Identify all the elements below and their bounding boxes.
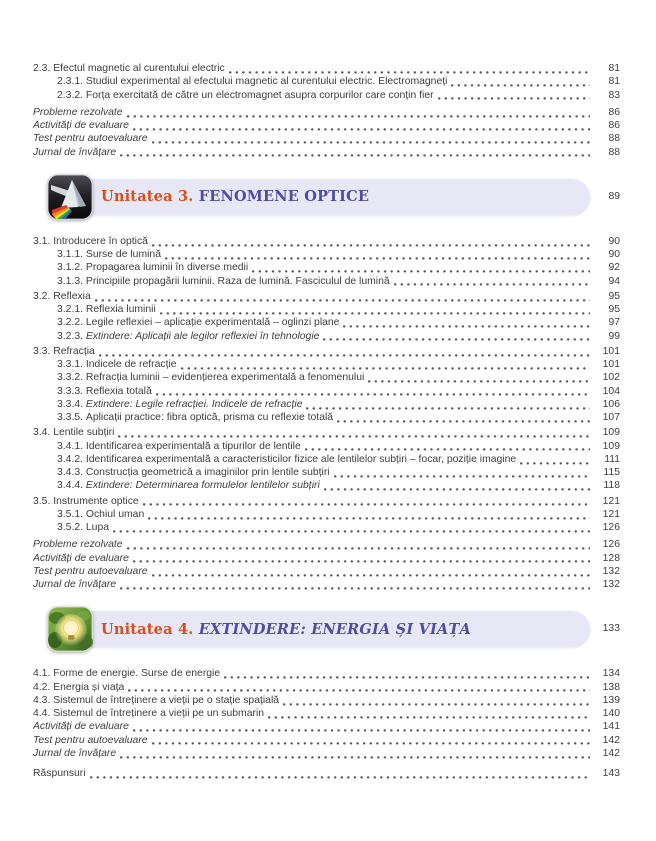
entry-page-number: 104 [602, 385, 620, 397]
entry-title: Test pentru autoevaluare [33, 565, 148, 577]
dotted-leader [152, 736, 590, 745]
unit-icon-slot [47, 174, 93, 220]
toc-entry [33, 565, 620, 578]
entry-page-number: 132 [602, 579, 620, 590]
entry-number: 2.3. [33, 63, 54, 74]
entry-page-number: 102 [602, 372, 620, 384]
entry-page-number: 106 [602, 398, 620, 410]
entry-number: 3.3.1. [57, 359, 86, 370]
toc-entry [33, 261, 620, 274]
entry-number: 3.5.1. [57, 508, 86, 520]
toc-entry [33, 303, 620, 316]
entry-number: 2.3.2. [57, 89, 86, 101]
entry-title: Indicele de refracție [85, 359, 177, 370]
dotted-leader [283, 697, 590, 706]
toc-entry [33, 440, 620, 453]
dotted-leader [451, 78, 590, 87]
toc-entry [33, 316, 620, 329]
dotted-leader [95, 293, 590, 302]
toc-entry [33, 521, 620, 534]
dotted-leader [143, 497, 590, 506]
plant-lightbulb-icon [47, 606, 93, 652]
entry-page-number: 118 [603, 480, 620, 492]
dotted-leader [324, 482, 590, 491]
entry-title: Jurnal de învățare [33, 579, 117, 590]
dotted-leader [133, 723, 590, 732]
toc-entry [33, 275, 620, 288]
unit-title [101, 179, 369, 215]
unit-header [33, 606, 620, 652]
entry-number: 3.5. [33, 495, 54, 507]
toc-entry [33, 358, 620, 371]
entry-page-number: 121 [602, 508, 620, 520]
entry-number: 4.1. [33, 668, 54, 680]
entry-number: 3.3. [33, 345, 54, 357]
entry-title: Instrumente optice [53, 495, 139, 507]
dotted-leader [252, 264, 590, 273]
entry-number: 3.1.1. [57, 249, 86, 260]
entry-title: Lentile subțiri [53, 427, 115, 439]
entry-title: Propagarea luminii în diverse medii [85, 262, 249, 274]
dotted-leader [337, 414, 590, 423]
entry-title: Refracția luminii – evidențierea experimentală a fenomenului [85, 372, 365, 384]
toc-entry [33, 681, 620, 694]
toc-entry [33, 248, 620, 261]
entry-page-number: 138 [602, 681, 620, 693]
entry-title: Studiul experimental al efectului magnetic al curentului electric. Electromagneți [85, 76, 448, 88]
dotted-leader [181, 361, 590, 370]
dotted-leader [334, 469, 590, 478]
dotted-leader [156, 387, 590, 396]
unit-label: Unitatea 4. [101, 620, 199, 638]
entry-title: Aplicații practice: fibra optică, prisma cu reflexie totală [85, 412, 334, 423]
entry-number: 3.4.2. [57, 453, 86, 465]
entry-number: 3.4.1. [57, 440, 86, 452]
toc-entry [33, 330, 620, 343]
entry-title: Reflexia luminii [85, 304, 156, 315]
toc-entry [33, 667, 620, 680]
entry-number: 3.3.4. [57, 398, 86, 410]
entry-title: Efectul magnetic al curentului electric [53, 63, 225, 74]
toc-entry [33, 466, 620, 479]
entry-title: Test pentru autoevaluare [33, 734, 148, 746]
entry-title: Construcția geometrică a imaginilor prin lentile subțiri [85, 467, 330, 478]
dotted-leader [120, 750, 590, 759]
dotted-leader [306, 401, 590, 410]
dotted-leader [152, 238, 590, 247]
dotted-leader [224, 670, 590, 679]
entry-page-number: 94 [608, 275, 620, 287]
entry-page-number: 141 [602, 721, 620, 733]
entry-page-number: 142 [602, 734, 620, 746]
unit-page-number: 89 [608, 190, 620, 202]
entry-page-number: 81 [608, 63, 620, 74]
unit-label: Unitatea 3. [101, 188, 199, 206]
entry-page-number: 86 [608, 120, 620, 131]
unit-header [33, 174, 620, 220]
dotted-leader [394, 277, 590, 286]
dotted-leader [160, 306, 590, 315]
entry-number: 3.4. [33, 427, 54, 439]
toc-entry [33, 235, 620, 248]
entry-title: Extindere: Determinarea formulelor lentilelor subțiri [85, 480, 320, 492]
entry-page-number: 132 [602, 565, 620, 577]
entry-number: 3.1. [33, 235, 54, 247]
entry-page-number: 86 [608, 106, 620, 118]
dotted-leader [343, 319, 590, 328]
entry-title: Test pentru autoevaluare [33, 133, 148, 145]
dotted-leader [152, 568, 590, 577]
entry-page-number: 109 [602, 427, 620, 439]
entry-title: Răspunsuri [33, 768, 86, 779]
entry-page-number: 101 [602, 359, 620, 370]
entry-page-number: 88 [608, 146, 620, 158]
dotted-leader [133, 122, 590, 131]
toc-entry [33, 508, 620, 521]
toc-entry [33, 385, 620, 398]
toc-entry [33, 62, 620, 75]
toc-entry [33, 345, 620, 358]
toc-entry [33, 371, 620, 384]
entry-page-number: 139 [602, 694, 620, 706]
entry-title: Refracția [53, 345, 95, 357]
dotted-leader [120, 581, 590, 590]
toc-entry [33, 767, 620, 780]
entry-page-number: 95 [608, 304, 620, 315]
entry-number: 3.4.3. [57, 467, 86, 478]
entry-page-number: 97 [608, 317, 620, 329]
dotted-leader [148, 511, 590, 520]
entry-title: Ochiul uman [85, 508, 145, 520]
entry-title: Activități de evaluare [33, 552, 129, 564]
dotted-leader [133, 554, 590, 563]
dotted-leader [305, 442, 590, 451]
entry-number: 2.3.1. [57, 76, 86, 88]
dotted-leader [99, 348, 590, 357]
toc-entry [33, 747, 620, 760]
entry-title: Surse de lumină [85, 249, 161, 260]
entry-title: Jurnal de învățare [33, 146, 117, 158]
entry-page-number: 107 [602, 412, 620, 423]
toc-entry [33, 75, 620, 88]
entry-number: 3.2.1. [57, 304, 86, 315]
entry-number: 3.1.2. [57, 262, 86, 274]
entry-page-number: 126 [602, 539, 620, 551]
toc-entry [33, 720, 620, 733]
entry-title: Legile reflexiei – aplicație experimentală – oglinzi plane [85, 317, 340, 329]
toc-entry [33, 119, 620, 132]
entry-number: 3.2.2. [57, 317, 86, 329]
entry-title: Energia și viața [53, 681, 125, 693]
dotted-leader [127, 109, 590, 118]
entry-title: Forța exercitată de către un electromagnet asupra corpurilor care conțin fier [85, 89, 434, 101]
toc-entry [33, 479, 620, 492]
entry-page-number: 111 [604, 453, 620, 465]
entry-page-number: 95 [608, 290, 620, 302]
unit-icon-slot [47, 606, 93, 652]
dotted-leader [323, 332, 590, 341]
entry-page-number: 143 [602, 768, 620, 779]
entry-page-number: 121 [602, 495, 620, 507]
entry-title: Sistemul de întreținere a vieții pe un submarin [53, 708, 265, 719]
toc-entry [33, 578, 620, 591]
entry-title: Activități de evaluare [33, 120, 129, 131]
entry-title: Reflexia totală [85, 385, 152, 397]
unit-title [101, 611, 471, 647]
entry-number: 3.3.3. [57, 385, 86, 397]
toc-entry [33, 426, 620, 439]
entry-number: 3.5.2. [57, 522, 86, 533]
entry-title: Probleme rezolvate [33, 106, 123, 118]
toc-list [33, 62, 620, 780]
prism-rainbow-icon [47, 174, 93, 220]
entry-title: Introducere în optică [53, 235, 148, 247]
toc-entry [33, 495, 620, 508]
entry-title: Activități de evaluare [33, 721, 129, 733]
toc-entry [33, 411, 620, 424]
dotted-leader [120, 148, 590, 157]
entry-title: Principiile propagării luminii. Raza de lumină. Fasciculul de lumină [85, 275, 390, 287]
entry-number: 4.4. [33, 708, 54, 719]
toc-entry [33, 106, 620, 119]
entry-page-number: 134 [602, 668, 620, 680]
entry-page-number: 109 [602, 440, 620, 452]
toc-entry [33, 552, 620, 565]
entry-title: Reflexia [53, 290, 91, 302]
dotted-leader [127, 541, 590, 550]
entry-page-number: 83 [608, 89, 620, 101]
toc-entry [33, 538, 620, 551]
entry-page-number: 90 [608, 235, 620, 247]
toc-entry [33, 398, 620, 411]
entry-title: Extindere: Aplicații ale legilor reflexiei în tehnologie [85, 330, 320, 342]
entry-page-number: 115 [603, 467, 620, 478]
dotted-leader [229, 65, 590, 74]
unit-name: EXTINDERE: ENERGIA ȘI VIAȚA [198, 620, 471, 638]
dotted-leader [368, 374, 590, 383]
entry-number: 3.3.2. [57, 372, 86, 384]
dotted-leader [165, 251, 590, 260]
dotted-leader [90, 770, 590, 779]
dotted-leader [113, 524, 590, 533]
entry-number: 3.3.5. [57, 412, 86, 423]
entry-title: Lupa [85, 522, 110, 533]
entry-title: Probleme rezolvate [33, 539, 123, 551]
dotted-leader [438, 91, 590, 100]
entry-page-number: 81 [608, 76, 620, 88]
dotted-leader [520, 456, 590, 465]
dotted-leader [152, 135, 590, 144]
entry-page-number: 140 [602, 708, 620, 719]
entry-number: 3.4.4. [57, 480, 86, 492]
entry-title: Jurnal de învățare [33, 747, 117, 759]
toc-entry [33, 707, 620, 720]
toc-entry [33, 694, 620, 707]
entry-title: Identificarea experimentală a tipurilor de lentile [85, 440, 301, 452]
entry-title: Extindere: Legile refracției. Indicele de refracție [85, 398, 303, 410]
toc-entry [33, 89, 620, 102]
entry-title: Sistemul de întreținere a vieții pe o stație spațială [53, 694, 280, 706]
entry-title: Identificarea experimentală a caracteristicilor fizice ale lentilelor subțiri – focar, poziție imagine [85, 453, 517, 465]
entry-page-number: 142 [602, 747, 620, 759]
dotted-leader [128, 683, 590, 692]
entry-page-number: 92 [608, 262, 620, 274]
dotted-leader [268, 710, 590, 719]
entry-number: 4.2. [33, 681, 54, 693]
entry-page-number: 128 [602, 552, 620, 564]
entry-title: Forme de energie. Surse de energie [53, 668, 221, 680]
toc-entry [33, 146, 620, 159]
entry-page-number: 90 [608, 249, 620, 260]
entry-page-number: 126 [602, 522, 620, 533]
toc-entry [33, 453, 620, 466]
toc-entry [33, 734, 620, 747]
toc-entry [33, 132, 620, 145]
entry-number: 3.2.3. [57, 330, 86, 342]
unit-page-number: 133 [602, 623, 620, 635]
entry-page-number: 88 [608, 133, 620, 145]
entry-number: 3.1.3. [57, 275, 86, 287]
entry-number: 3.2. [33, 290, 54, 302]
dotted-leader [118, 429, 590, 438]
entry-page-number: 101 [602, 345, 620, 357]
toc-entry [33, 290, 620, 303]
entry-page-number: 99 [608, 330, 620, 342]
entry-number: 4.3. [33, 694, 54, 706]
unit-name: FENOMENE OPTICE [198, 188, 370, 206]
